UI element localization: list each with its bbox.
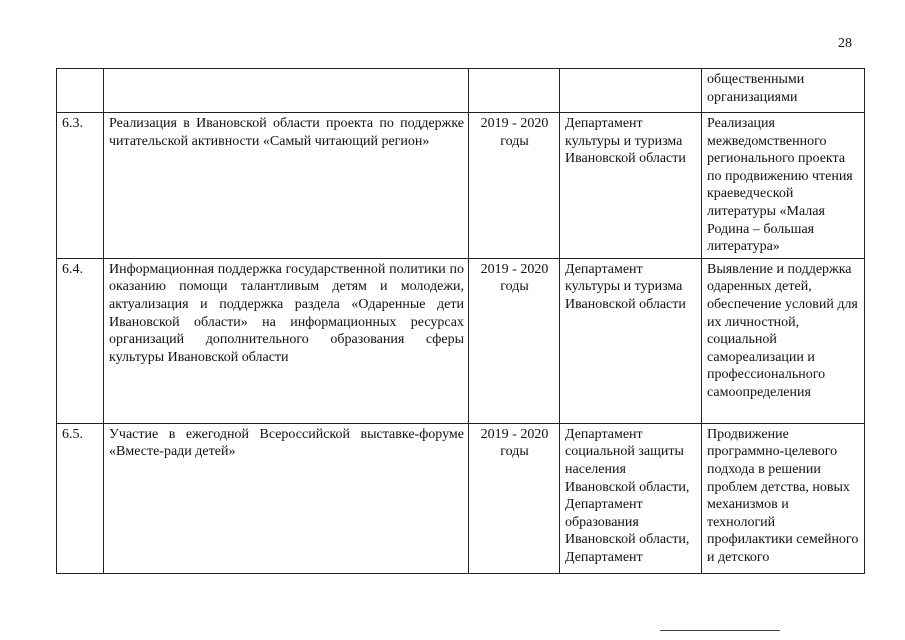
table-row: [57, 113, 865, 259]
executor-cell: Департамент культуры и туризма Ивановской области: [560, 258, 702, 423]
executor-cell: Департамент культуры и туризма Ивановской области: [560, 113, 702, 259]
result-cell: общественными организациями: [702, 69, 865, 113]
event-cell: Участие в ежегодной Всероссийской выставке-форуме «Вместе-ради детей»: [104, 423, 469, 573]
result-cell: Продвижение программно-целевого подхода в решении проблем детства, новых механизмов и технологий профилактики семейного и детского: [702, 423, 865, 573]
executor-cell: Департамент социальной защиты населения Ивановской области, Департамент образования Ивановской области, Департамент: [560, 423, 702, 573]
event-cell: [104, 69, 469, 113]
period-cell: 2019 - 2020 годы: [469, 423, 560, 573]
executor-cell: [560, 69, 702, 113]
activities-table: [56, 68, 865, 574]
table-row: [57, 258, 865, 423]
result-cell: Реализация межведомственного регионального проекта по продвижению чтения краеведческой литературы «Малая Родина – большая литература»: [702, 113, 865, 259]
row-number-cell: [57, 69, 104, 113]
period-cell: [469, 69, 560, 113]
period-cell: 2019 - 2020 годы: [469, 258, 560, 423]
page-number: 28: [838, 36, 852, 51]
footer-rule: [660, 630, 780, 631]
table-row: [57, 423, 865, 573]
row-number-cell: 6.5.: [57, 423, 104, 573]
row-number-cell: 6.3.: [57, 113, 104, 259]
row-number-cell: 6.4.: [57, 258, 104, 423]
event-cell: Реализация в Ивановской области проекта по поддержке читательской активности «Самый читающий регион»: [104, 113, 469, 259]
event-cell: Информационная поддержка государственной политики по оказанию помощи талантливым детям и молодежи, актуализация и поддержка раздела «Одаренные дети Ивановской области» на информационных ресурсах организаций дополнительного образования сферы культуры Ивановской области: [104, 258, 469, 423]
period-cell: 2019 - 2020 годы: [469, 113, 560, 259]
result-cell: Выявление и поддержка одаренных детей, обеспечение условий для их личностной, социальной самореализации и профессионального самоопределения: [702, 258, 865, 423]
table-row: [57, 69, 865, 113]
